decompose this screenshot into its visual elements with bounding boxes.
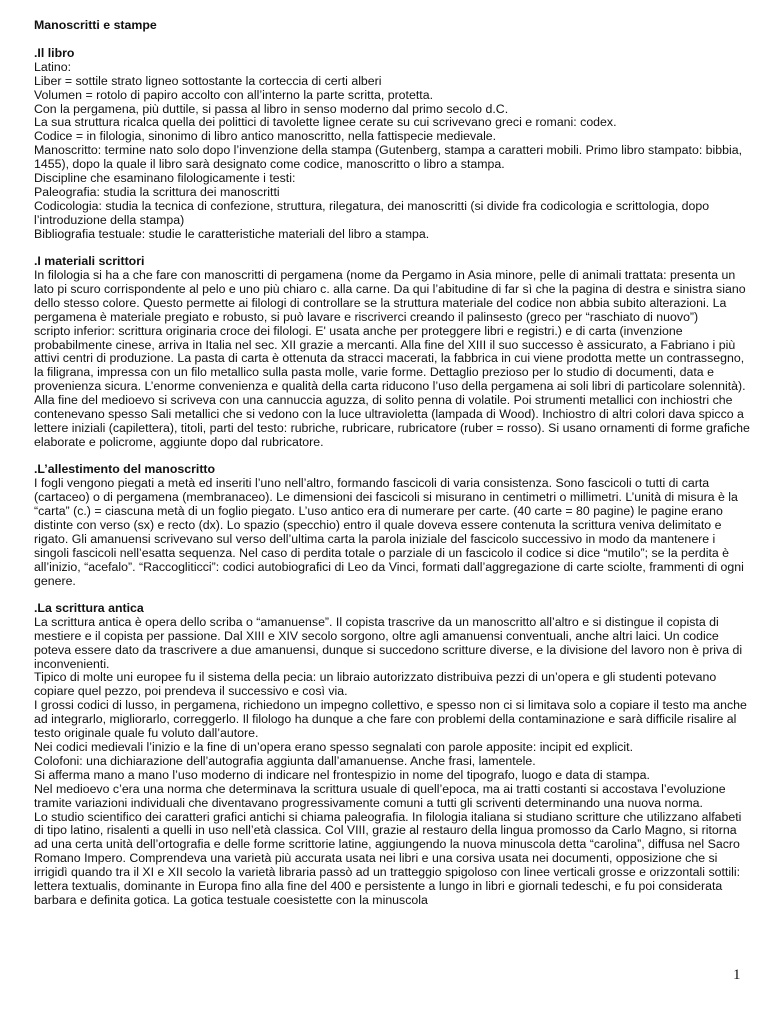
page-number: 1 [733,967,741,983]
section-title: .La scrittura antica [34,600,144,615]
paragraph: I fogli vengono piegati a metà ed inseriti l’uno nell’altro, formando fascicoli di varia consistenza. Sono fascicoli o tutti di carta (cartaceo) o di pergamena (membranaceo). Le dimensioni dei fascicoli si misurano in centimetri o millimetri. L’unità di misura è la “carta” (c.) = ciascuna metà di un foglio piegato. L’uso antico era di numerare per carte. (40 carte = 80 pagine) le pagine erano distinte con verso (sx) e recto (dx). Lo spazio (specchio) entro il quale doveva essere contenuta la scrittura veniva delimitato e rigato. Gli amanuensi scrivevano sul verso dell’ultima carta la parola iniziale del fascicolo successivo in modo da mantenere i singoli fascicoli nell’esatta sequenza. Nel caso di perdita totale o parziale di un fascicolo il codice si dice “mutilo”; se la perdita è all’inizio, “acefalo”. “Raccogliticci”: codici autobiografici di Leo da Vinci, formati dall’aggregazione di carte sciolte, frammenti di ogni genere. [34,476,744,588]
paragraph: Bibliografia testuale: studie le caratteristiche materiali del libro a stampa. [34,226,430,241]
paragraph: Lo studio scientifico dei caratteri grafici antichi si chiama paleografia. In filologia italiana si studiano scritture che utilizzano alfabeti di tipo latino, risalenti a quelli in uso nell’età classica. Col VIII, grazie al restauro della lingua promosso da Carlo Magno, si ritorna ad una certa unità dell’ortografia e delle forme scrittorie latine, aggiungendo la nuova minuscola detta “carolina”, diffusa nel Sacro Romano Impero. Comprendeva una varietà più accurata usata nei libri e una corsiva usata nei documenti, opposizione che si irrigidì quando tra il XI e XII secolo la varietà libraria passò ad un tratteggio spigoloso con linee verticali grosse e orizzontali sottili: lettera textualis, dominante in Europa fino alla fine del 400 e persistente a lungo in libri e giornali tedeschi, e fu poi considerata barbara e definita gotica. La gotica testuale coesistette con la minuscola [34,809,742,907]
section-title: .Il libro [34,45,75,60]
paragraph: Nel medioevo c’era una norma che determinava la scrittura usuale di quell’epoca, ma ai tratti costanti si accostava l’evoluzione tramite variazioni individuali che diventavano progressivamente comuni a tutti gli scriventi determinando una nuova norma. [34,781,726,810]
paragraph: Liber = sottile strato ligneo sottostante la corteccia di certi alberi [34,73,382,88]
paragraph: In filologia si ha a che fare con manoscritti di pergamena (nome da Pergamo in Asia minore, pelle di animali trattata: presenta un lato pi scuro corrispondente al pelo e uno più chiaro c. alla carne. Da qui l’abitudine di far sì che la pagina di destra e sinistra siano dello stesso colore. Questo permette ai filologi di controllare se la struttura materiale del codice non abbia subito alterazioni. La pergamena è materiale pregiato e robusto, si può lavare e riscriverci creando il palinsesto (greco per “raschiato di nuovo”) [34,268,746,324]
section-allestimento [34,463,752,588]
paragraph: Latino: [34,59,72,74]
paragraph: Paleografia: studia la scrittura dei manoscritti [34,184,280,199]
paragraph: Volumen = rotolo di papiro accolto con all’interno la parte scritta, protetta. [34,87,433,102]
section-title: .L’allestimento del manoscritto [34,462,216,477]
document-title: Manoscritti e stampe [34,18,157,32]
paragraph: Codicologia: studia la tecnica di confezione, struttura, rilegatura, dei manoscritti (si divide fra codicologia e scrittologia, dopo l’introduzione della stampa) [34,198,710,227]
paragraph: Codice = in filologia, sinonimo di libro antico manoscritto, nella fattispecie medievale. [34,129,497,144]
paragraph: Nei codici medievali l’inizio e la fine di un’opera erano spesso segnalati con parole apposite: incipit ed explicit. [34,740,634,754]
section-il-libro [34,47,752,242]
paragraph: La sua struttura ricalca quella dei polittici di tavolette lignee cerate su cui scrivevano greci e romani: codex. [34,115,617,130]
paragraph: Tipico di molte uni europee fu il sistema della pecia: un libraio autorizzato distribuiva pezzi di un’opera e gli studenti potevano copiare quel pezzo, poi prendeva il successivo e così via. [34,670,717,699]
paragraph: Colofoni: una dichiarazione dell’autografia aggiunta dall’amanuense. Anche frasi, lamentele. [34,753,536,768]
document-page [34,19,752,921]
section-scrittura-antica [34,602,752,908]
paragraph: Manoscritto: termine nato solo dopo l’invenzione della stampa (Gutenberg, stampa a caratteri mobili. Primo libro stampato: bibbia, 1455), dopo la quale il libro sarà designato come codice, manoscritto o libro a stampa. [34,143,743,172]
paragraph: Con la pergamena, più duttile, si passa al libro in senso moderno dal primo secolo d.C. [34,101,509,116]
paragraph: Alla fine del medioevo si scriveva con una cannuccia aguzza, di solito penna di volatile. Poi strumenti metallici con inchiostri che contenevano spesso Sali metallici che si vedono con la luce ultravioletta (lampada di Wood). Inchiostro di altri colori dava spicco a lettere iniziali (capilettera), titoli, parti del testo: rubriche, rubricare, rubricatore (ruber = rosso). Si usano ornamenti di forme grafiche elaborate e policrome, aggiunte dopo dal rubricatore. [34,393,750,449]
paragraph: Discipline che esaminano filologicamente i testi: [34,171,296,186]
paragraph: Si afferma mano a mano l’uso moderno di indicare nel frontespizio in nome del tipografo, luogo e data di stampa. [34,767,650,782]
paragraph: I grossi codici di lusso, in pergamena, richiedono un impegno collettivo, e spesso non ci si limitava solo a copiare il testo ma anche ad integrarlo, migliorarlo, correggerlo. Il filologo ha dunque a che fare con problemi della contaminazione e sarà difficile risalire al testo originale quale fu voluto dall’autore. [34,698,747,741]
section-materiali-scrittori [34,255,752,450]
paragraph: scripto inferior: scrittura originaria croce dei filologi. E' usata anche per proteggere libri e registri.) e di carta (invenzione probabilmente cinese, arriva in Italia nel sec. XII grazie a mercanti. Alla fine del XIII il suo successo è assicurato, a Fabriano i più attivi centri di produzione. La pasta di carta è ottenuta da stracci macerati, la fabbrica in cui viene prodotta mette un contrassegno, la filigrana, impressa con un filo metallico sulla pasta molle, varie forme. Dettaglio prezioso per lo studio di documenti, data e provenienza sicura. L’enorme convenienza e qualità della carta riducono l’uso della pergamena ai soli libri di particolare solennità). [34,323,746,394]
section-title: .I materiali scrittori [34,254,145,269]
paragraph: La scrittura antica è opera dello scriba o “amanuense”. Il copista trascrive da un manoscritto all’altro e si distingue il copista di mestiere e il copista per passione. Dal XIII e XIV secolo sorgono, oltre agli amanuensi conventuali, anche altri laici. Un codice poteva essere dato da trascrivere a due amanuensi, dunque si succedono scritture diverse, e la divisione del lavoro non è priva di inconvenienti. [34,614,743,671]
